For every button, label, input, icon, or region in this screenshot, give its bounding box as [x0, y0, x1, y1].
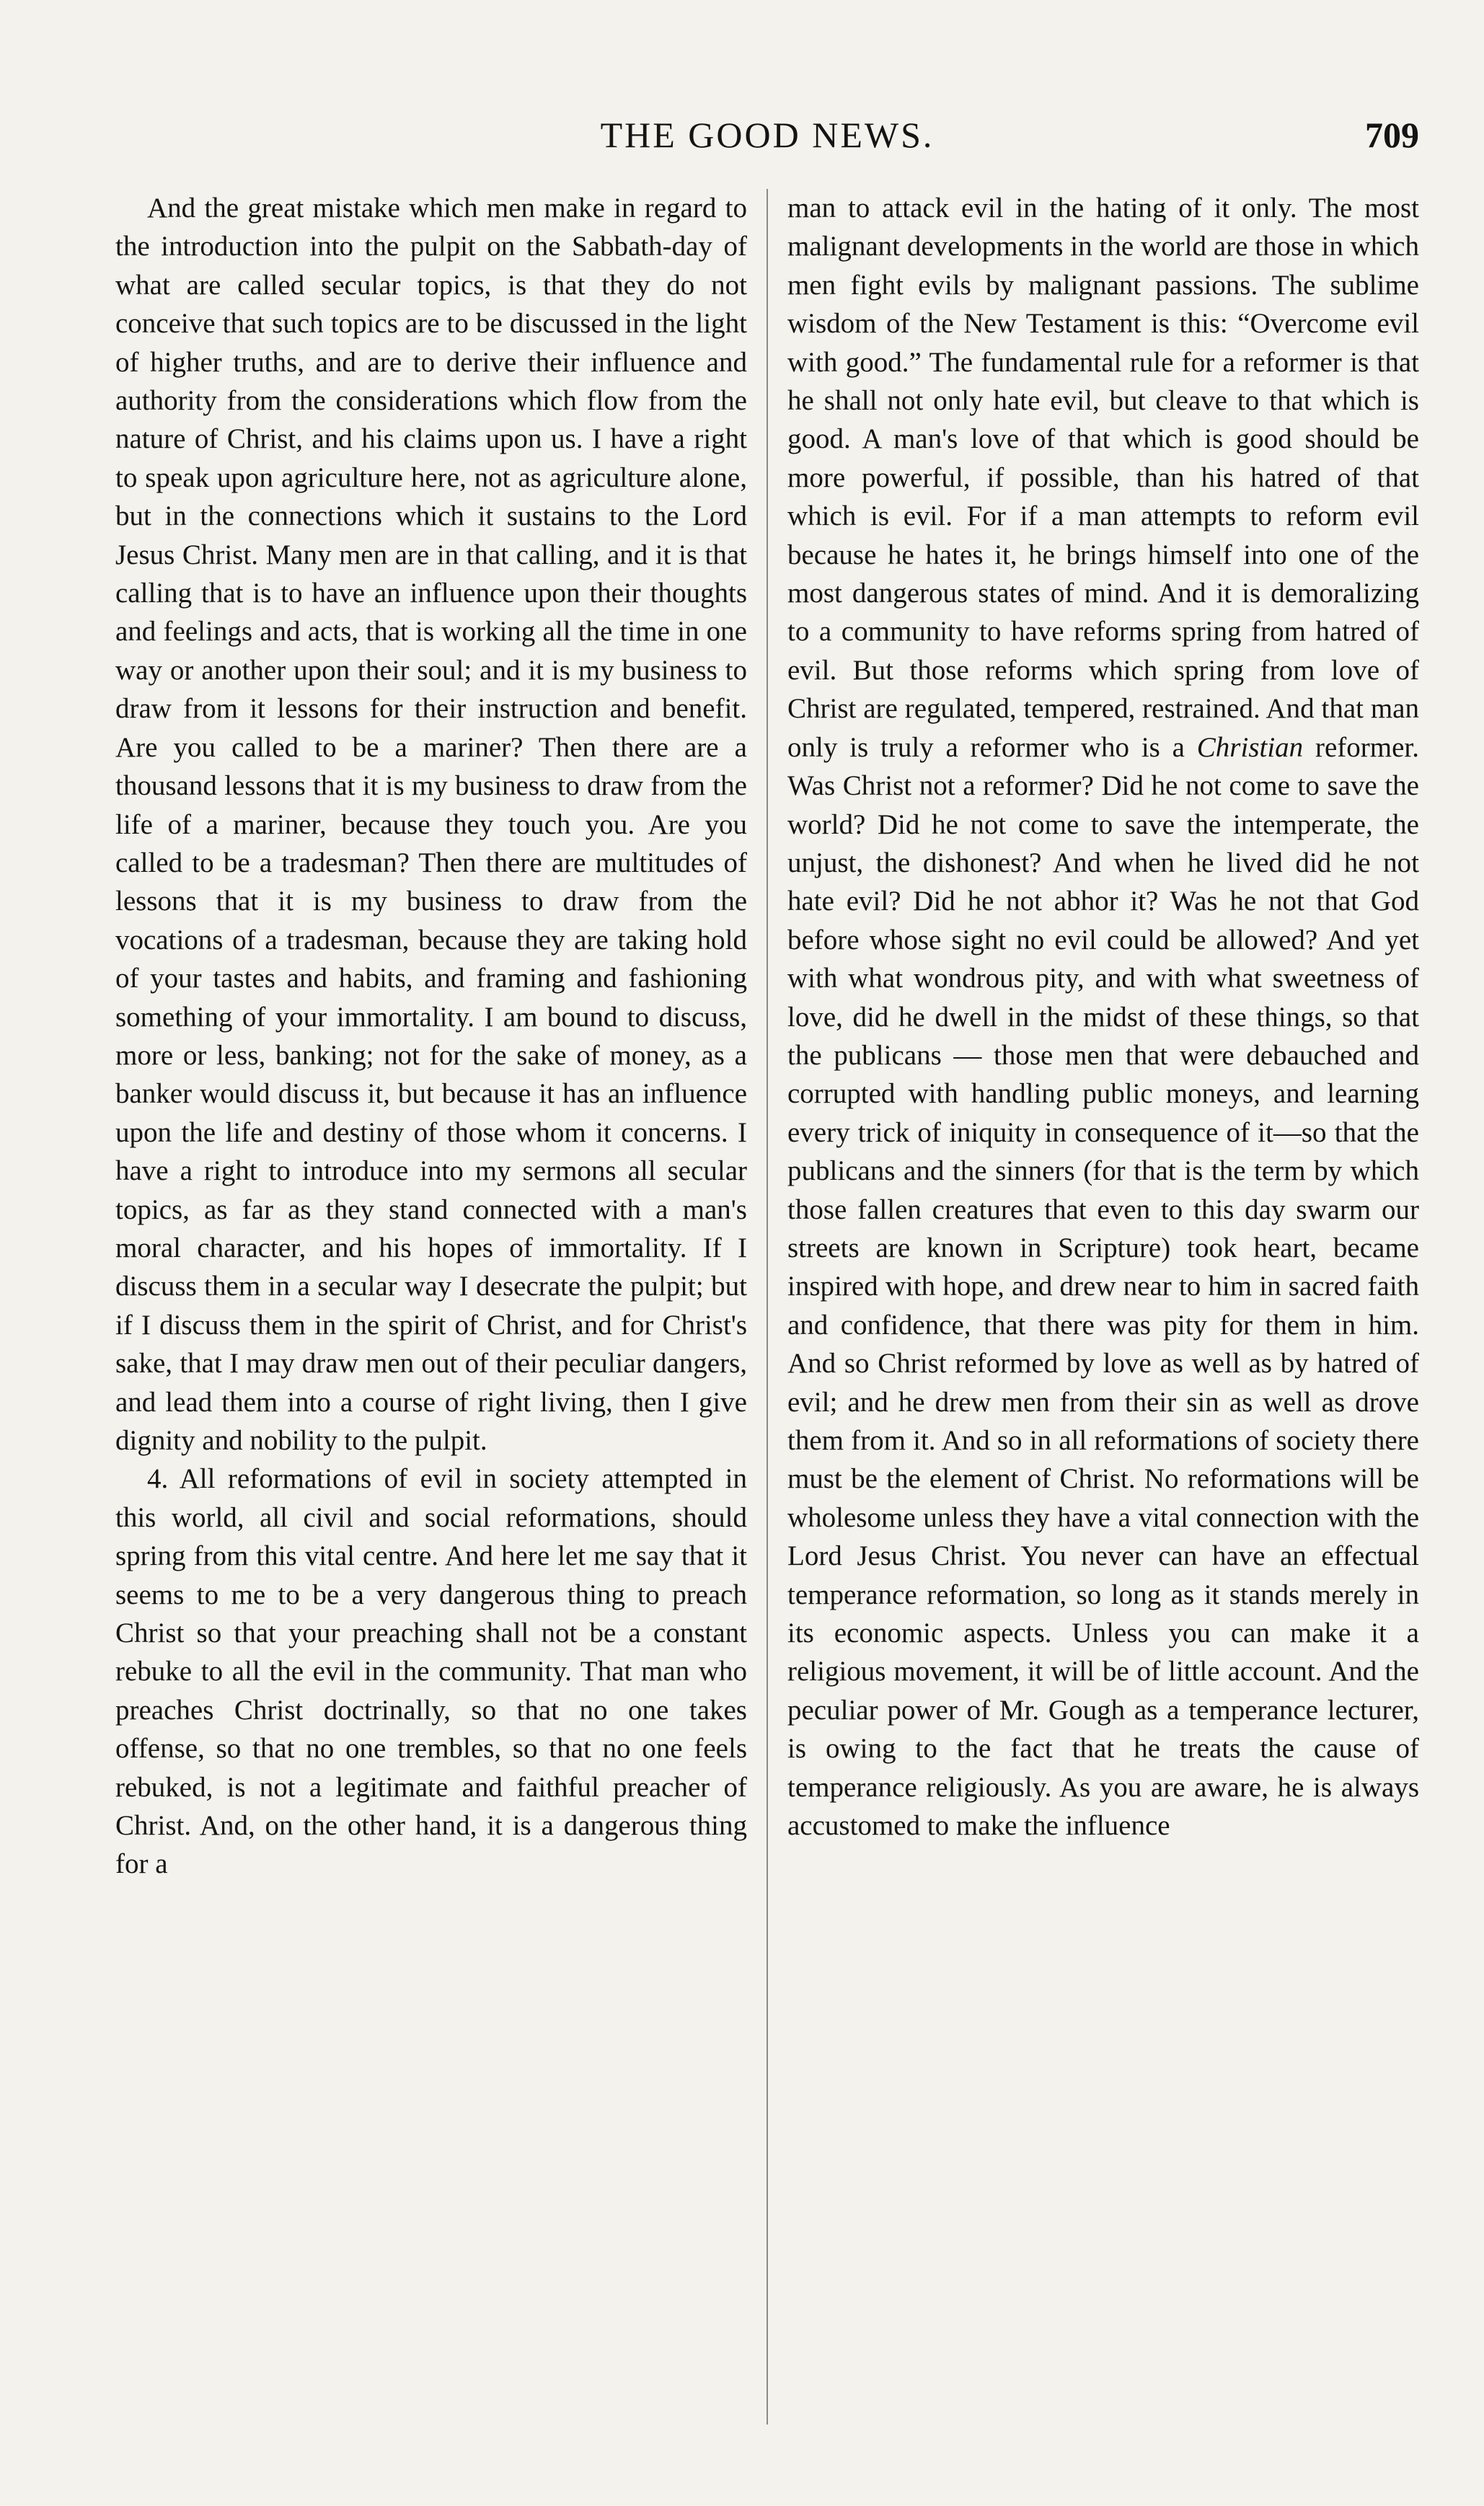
left-column — [115, 189, 747, 2425]
left-paragraph-2: 4. All reformations of evil in society attempted in this world, all civil and social reformations, should spring from this vital centre. And here let me say that it seems to me to be a very dangerous thing to preach Christ so that your preaching shall not be a constant rebuke to all the evil in the community. That man who preaches Christ doctrinally, so that no one takes offense, so that no one trembles, so that no one feels rebuked, is not a legitimate and faithful preacher of Christ. And, on the other hand, it is a dangerous thing for a — [115, 1463, 747, 1880]
text-columns — [115, 189, 1419, 2425]
running-title: THE GOOD NEWS. — [600, 115, 935, 155]
column-divider — [767, 189, 768, 2425]
page-number: 709 — [1365, 115, 1419, 155]
page-header — [115, 114, 1419, 172]
right-text-after-italic: reformer. Was Christ not a reformer? Did he not come to save the world? Did he not come to save the intemperate, the unjust, the dishonest? And when he lived did he not hate evil? Did he not abhor it? Was he not that God before whose sight no evil could be allowed? And yet with what wondrous pity, and with what sweetness of love, did he dwell in the midst of these things, so that the publicans — those men that were debauched and corrupted with handling public moneys, and learning every trick of iniquity in consequence of it—so that the publicans and the sinners (for that is the term by which those fallen creatures that even to this day swarm our streets are known in Scripture) took heart, became inspired with hope, and drew near to him in sacred faith and confidence, that there was pity for them in him. And so Christ reformed by love as well as by hatred of evil; and he drew men from their sin as well as drove them from it. And so in all reformations of society there must be the element of Christ. No reformations will be wholesome unless they have a vital connection with the Lord Jesus Christ. You never can have an effectual temperance reformation, so long as it stands merely in its economic aspects. Unless you can make it a religious movement, it will be of little account. And the peculiar power of Mr. Gough as a temperance lecturer, is owing to the fact that he treats the cause of temperance religiously. As you are aware, he is always accustomed to make the influence — [787, 731, 1419, 1842]
left-paragraph-1: And the great mistake which men make in regard to the introduction into the pulpit on the Sabbath-day of what are called secular topics, is that they do not conceive that such topics are to be discussed in the light of higher truths, and are to derive their influence and authority from the considerations which flow from the nature of Christ, and his claims upon us. I have a right to speak upon agriculture here, not as agriculture alone, but in the connections which it sustains to the Lord Jesus Christ. Many men are in that calling, and it is that calling that is to have an influence upon their thoughts and feelings and acts, that is working all the time in one way or another upon their soul; and it is my business to draw from it lessons for their instruction and benefit. Are you called to be a mariner? Then there are a thousand lessons that it is my business to draw from the life of a mariner, because they touch you. Are you called to be a tradesman? Then there are multitudes of lessons that it is my business to draw from the vocations of a tradesman, because they are taking hold of your tastes and habits, and framing and fashioning something of your immortality. I am bound to discuss, more or less, banking; not for the sake of money, as a banker would discuss it, but because it has an influence upon the life and destiny of those whom it concerns. I have a right to introduce into my sermons all secular topics, as far as they stand connected with a man's moral character, and his hopes of immortality. If I discuss them in a secular way I desecrate the pulpit; but if I discuss them in the spirit of Christ, and for Christ's sake, that I may draw men out of their peculiar dangers, and lead them into a course of right living, then I give dignity and nobility to the pulpit. — [115, 193, 747, 1456]
right-column — [787, 189, 1419, 2425]
italic-christian: Christian — [1196, 731, 1304, 763]
right-paragraph-1 — [787, 189, 1419, 1845]
right-text-before-italic: man to attack evil in the hating of it only. The most malignant developments in the world are those in which men fight evils by malignant passions. The sublime wisdom of the New Testament is this: “Overcome evil with good.” The fundamental rule for a reformer is that he shall not only hate evil, but cleave to that which is good. A man's love of that which is good should be more powerful, if possible, than his hatred of that which is evil. For if a man attempts to reform evil because he hates it, he brings himself into one of the most dangerous states of mind. And it is demoralizing to a community to have reforms spring from hatred of evil. But those reforms which spring from love of Christ are regulated, tempered, restrained. And that man only is truly a reformer who is a — [787, 193, 1419, 763]
